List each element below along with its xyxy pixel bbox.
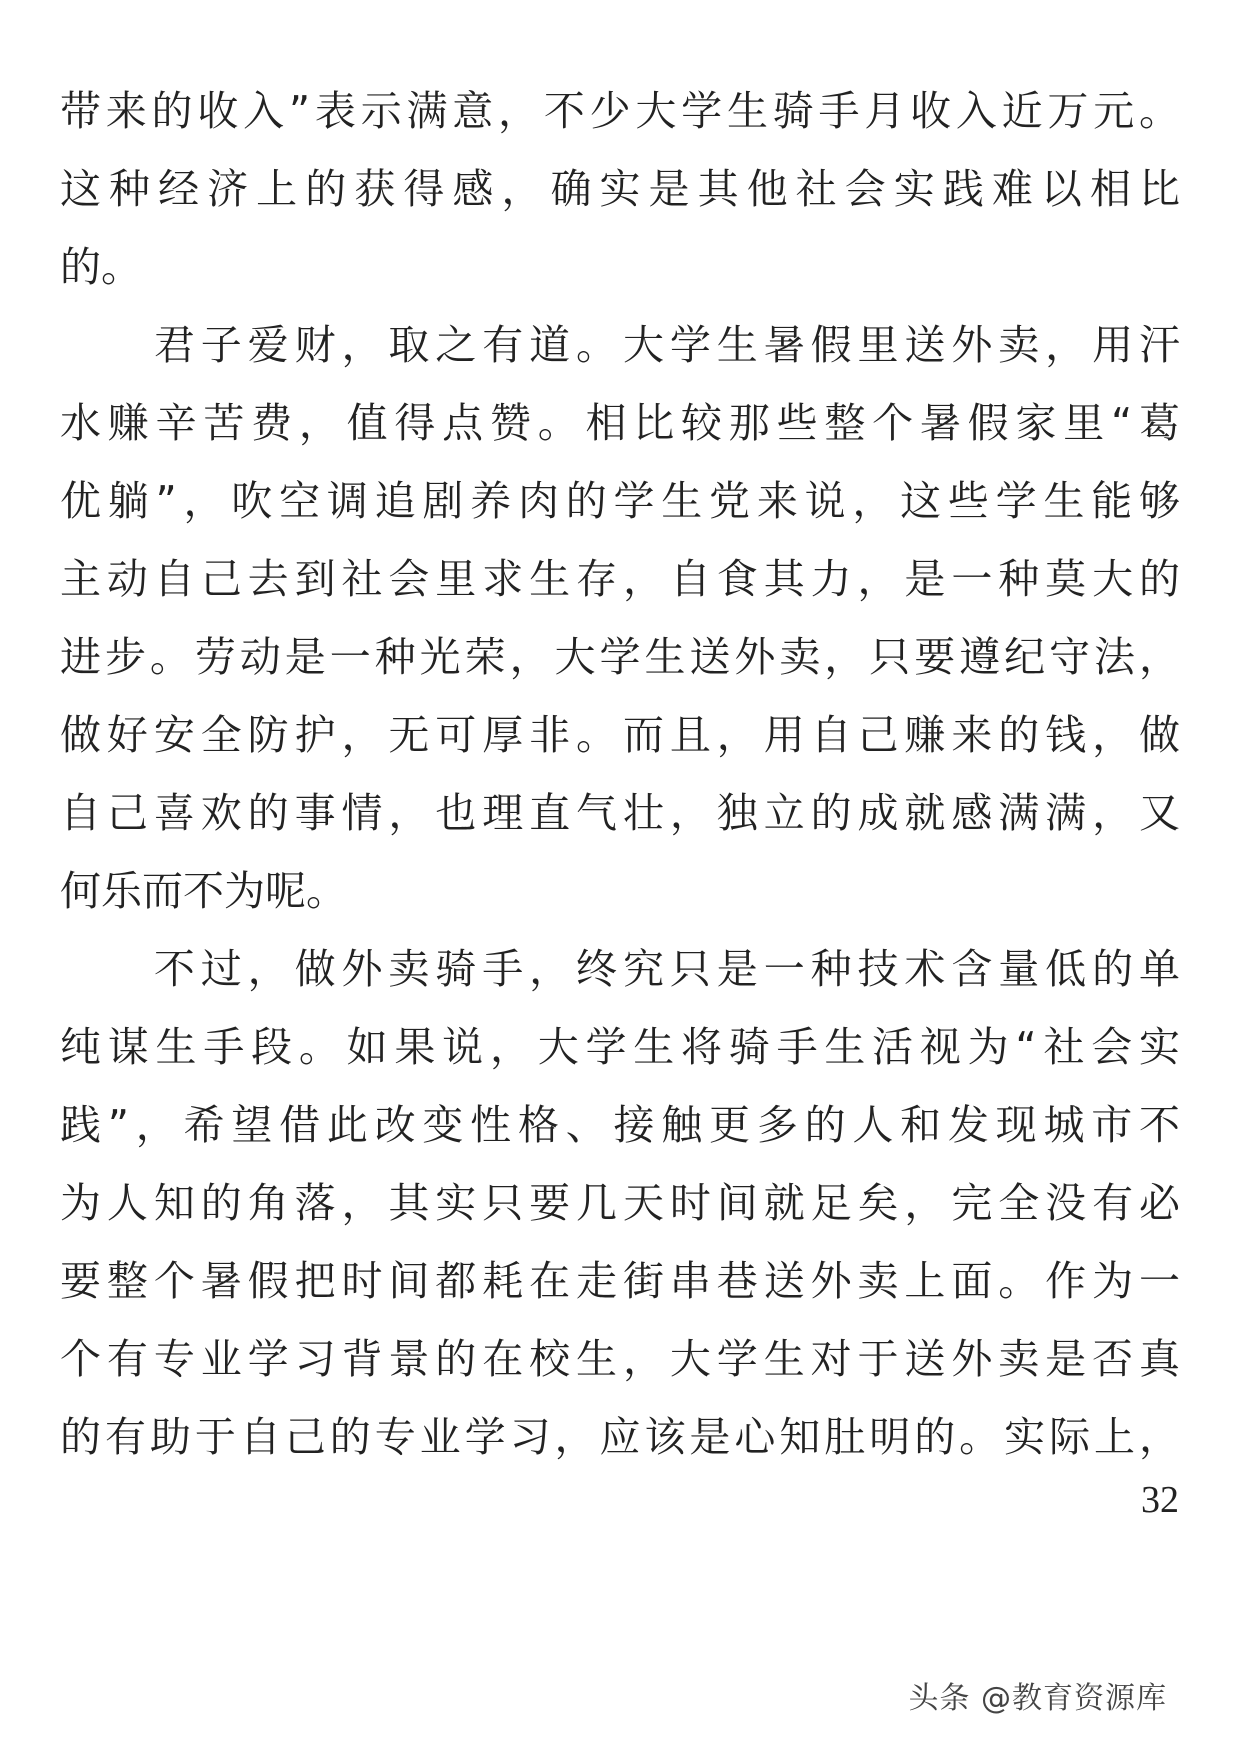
- watermark: 头条 @教育资源库: [908, 1681, 1167, 1716]
- text-line: 纯谋生手段。如果说，大学生将骑手生活视为“社会实: [60, 1023, 1180, 1071]
- text-line: 水赚辛苦费，值得点赞。相比较那些整个暑假家里“葛: [60, 399, 1180, 447]
- text-line: 践”，希望借此改变性格、接触更多的人和发现城市不: [60, 1101, 1180, 1149]
- text-line: 个有专业学习背景的在校生，大学生对于送外卖是否真: [60, 1335, 1180, 1383]
- text-line: 优躺”，吹空调追剧养肉的学生党来说，这些学生能够: [60, 477, 1180, 525]
- text-line: 自己喜欢的事情，也理直气壮，独立的成就感满满，又: [60, 789, 1180, 837]
- text-line: 主动自己去到社会里求生存，自食其力，是一种莫大的: [60, 555, 1180, 603]
- body-text: [60, 72, 1180, 1476]
- text-line: 不过，做外卖骑手，终究只是一种技术含量低的单: [60, 945, 1180, 993]
- text-line: 的。: [60, 243, 142, 291]
- page-number: 32: [1141, 1479, 1179, 1521]
- text-line: 这种经济上的获得感，确实是其他社会实践难以相比: [60, 165, 1180, 213]
- text-line: 要整个暑假把时间都耗在走街串巷送外卖上面。作为一: [60, 1257, 1180, 1305]
- text-line: 进步。劳动是一种光荣，大学生送外卖，只要遵纪守法，: [60, 633, 1180, 681]
- text-line: 做好安全防护，无可厚非。而且，用自己赚来的钱，做: [60, 711, 1180, 759]
- text-line: 何乐而不为呢。: [60, 867, 347, 915]
- text-line: 为人知的角落，其实只要几天时间就足矣，完全没有必: [60, 1179, 1180, 1227]
- text-line: 的有助于自己的专业学习，应该是心知肚明的。实际上，: [60, 1413, 1180, 1461]
- text-line: 君子爱财，取之有道。大学生暑假里送外卖，用汗: [60, 321, 1180, 369]
- text-line: 带来的收入”表示满意，不少大学生骑手月收入近万元。: [60, 87, 1180, 135]
